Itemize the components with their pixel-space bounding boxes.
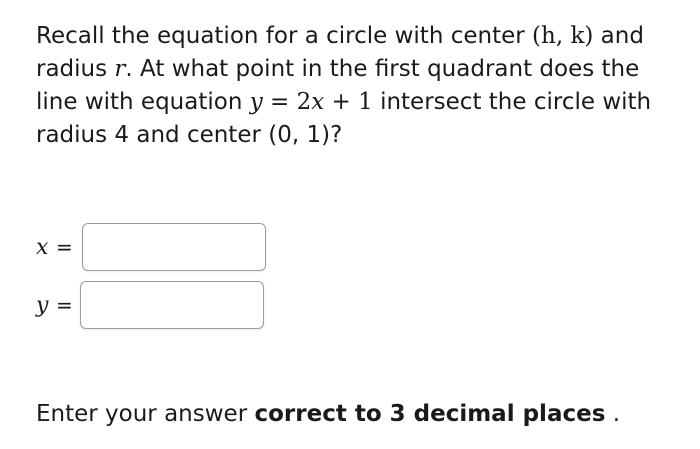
answer-row-x <box>36 222 266 272</box>
question-part-1: Recall the equation for a circle with center <box>36 23 533 49</box>
question-text <box>36 20 676 152</box>
question-part-4: intersect the circle with radius 4 and center (0, 1)? <box>36 89 652 148</box>
line-math-x: x <box>311 89 325 115</box>
instruction-prefix: Enter your answer <box>36 401 255 427</box>
x-label: x <box>36 234 49 260</box>
y-label: y <box>36 292 49 318</box>
radius-math: r <box>114 56 126 82</box>
x-answer-input[interactable] <box>82 223 266 271</box>
question-part-2: and radius <box>36 23 644 82</box>
line-math-y: y <box>249 89 263 115</box>
center-math: (h, k) <box>532 23 594 49</box>
line-math-eq: = 2 <box>262 89 312 115</box>
instruction-suffix: . <box>605 401 621 427</box>
line-math-rest: + 1 <box>324 89 373 115</box>
instruction-emphasis: correct to 3 decimal places <box>254 401 606 427</box>
answer-row-y <box>36 280 264 330</box>
y-answer-input[interactable] <box>80 281 264 329</box>
y-equals-sign: = <box>56 293 73 317</box>
question-part-3: . At what point in the first quadrant does the line with equation <box>36 56 640 115</box>
instruction-text <box>36 398 620 431</box>
x-equals-sign: = <box>56 235 73 259</box>
